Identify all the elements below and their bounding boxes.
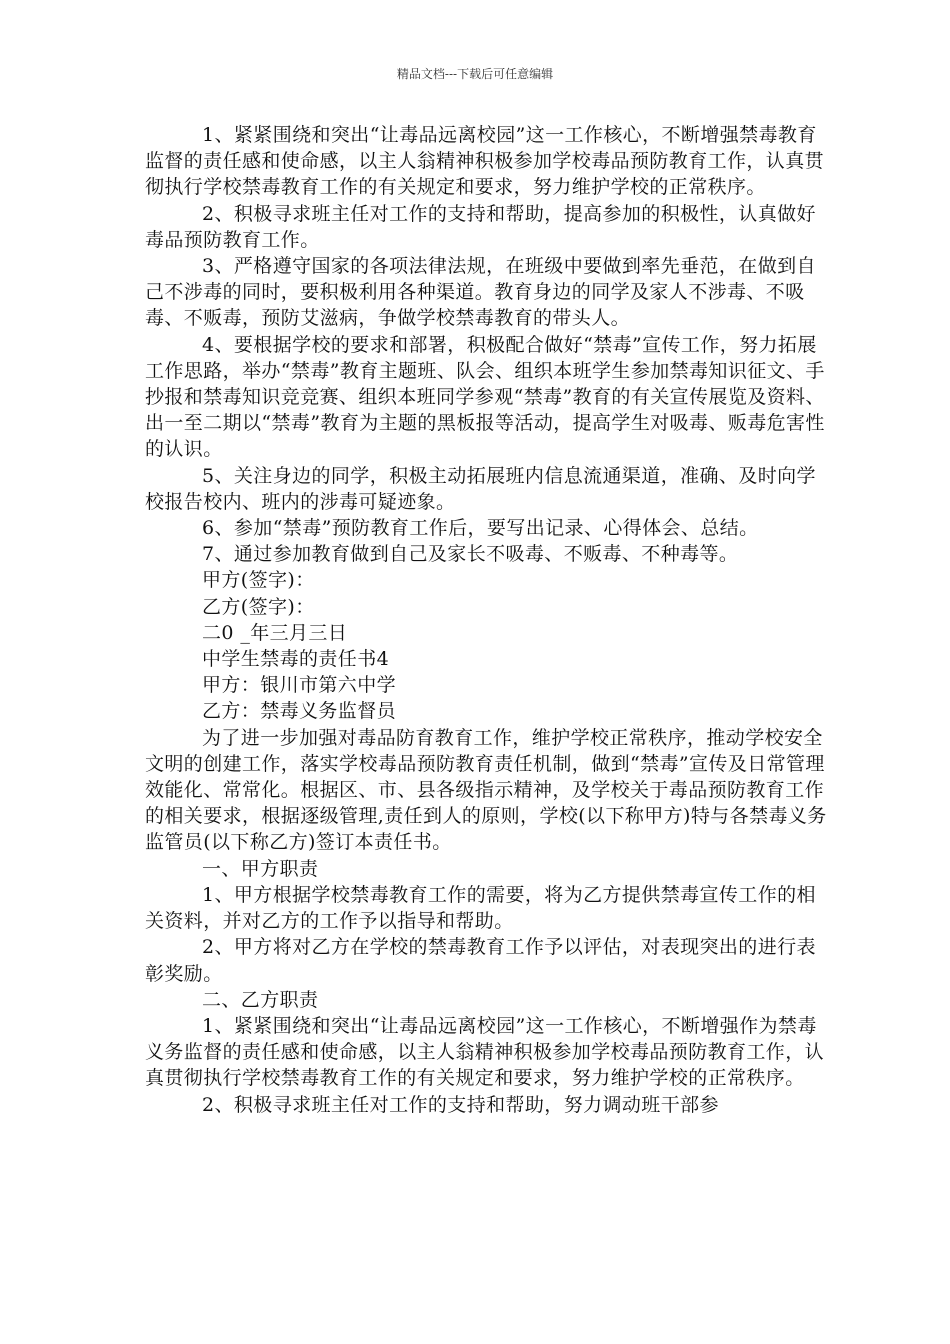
heading-party-b-duties: 二、乙方职责 <box>202 988 319 1011</box>
intro-paragraph: 为了进一步加强对毒品防育教育工作，维护学校正常秩序，推动学校安全文明的创建工作，落实学校毒品预防教育责任机制，做到“禁毒”宣传及日常管理效能化、常常化。根据区、市、县各级指示精神，及学校关于毒品预防教育工作的相关要求，根据逐级管理,责任到人的原则，学校(以下称甲方)特与各禁毒义务监管员(以下称乙方)签订本责任书。 <box>145 726 827 854</box>
heading-party-a-duties: 一、甲方职责 <box>202 857 319 880</box>
page-header: 精品文档---下载后可任意编辑 <box>396 67 554 81</box>
paragraph-duty-3: 3、严格遵守国家的各项法律法规，在班级中要做到率先垂范，在做到自己不涉毒的同时，要积极利用各种渠道。教育身边的同学及家人不涉毒、不吸毒、不贩毒，预防艾滋病，争做学校禁毒教育的带头人。 <box>145 255 816 330</box>
paragraph-duty-1: 1、紧紧围绕和突出“让毒品远离校园”这一工作核心，不断增强禁毒教育监督的责任感和使命感，以主人翁精神积极参加学校毒品预防教育工作，认真贯彻执行学校禁毒教育工作的有关规定和要求，努力维护学校的正常秩序。 <box>145 124 825 199</box>
party-a-signature: 甲方(签字)： <box>202 569 315 592</box>
party-b-name: 乙方：禁毒义务监督员 <box>202 700 397 723</box>
signing-date: 二0 _年三月三日 <box>202 621 348 644</box>
document-body <box>145 122 835 1118</box>
paragraph-duty-4: 4、要根据学校的要求和部署，积极配合做好“禁毒”宣传工作，努力拓展工作思路，举办“禁毒”教育主题班、队会、组织本班学生参加禁毒知识征文、手抄报和禁毒知识竞竞赛、组织本班同学参观“禁毒”教育的有关宣传展览及资料、出一至二期以“禁毒”教育为主题的黑板报等活动，提高学生对吸毒、贩毒危害性的认识。 <box>145 333 825 461</box>
paragraph-duty-2: 2、积极寻求班主任对工作的支持和帮助，提高参加的积极性，认真做好毒品预防教育工作。 <box>145 202 816 251</box>
paragraph-duty-6: 6、参加“禁毒”预防教育工作后，要写出记录、心得体会、总结。 <box>202 517 759 540</box>
paragraph-duty-5: 5、关注身边的同学，积极主动拓展班内信息流通渠道，准确、及时向学校报告校内、班内的涉毒可疑迹象。 <box>145 464 816 513</box>
party-a-duty-2: 2、甲方将对乙方在学校的禁毒教育工作予以评估，对表现突出的进行表彰奖励。 <box>145 936 816 985</box>
section-title: 中学生禁毒的责任书4 <box>202 648 390 671</box>
party-b-signature: 乙方(签字)： <box>202 595 315 618</box>
party-a-name: 甲方：银川市第六中学 <box>202 674 397 697</box>
party-a-duty-1: 1、甲方根据学校禁毒教育工作的需要，将为乙方提供禁毒宣传工作的相关资料，并对乙方的工作予以指导和帮助。 <box>145 883 816 933</box>
party-b-duty-2: 2、积极寻求班主任对工作的支持和帮助，努力调动班干部参 <box>202 1093 719 1116</box>
paragraph-duty-7: 7、通过参加教育做到自己及家长不吸毒、不贩毒、不种毒等。 <box>202 543 739 566</box>
party-b-duty-1: 1、紧紧围绕和突出“让毒品远离校园”这一工作核心，不断增强作为禁毒义务监督的责任感和使命感，以主人翁精神积极参加学校毒品预防教育工作，认真贯彻执行学校禁毒教育工作的有关规定和要求，努力维护学校的正常秩序。 <box>145 1014 825 1090</box>
